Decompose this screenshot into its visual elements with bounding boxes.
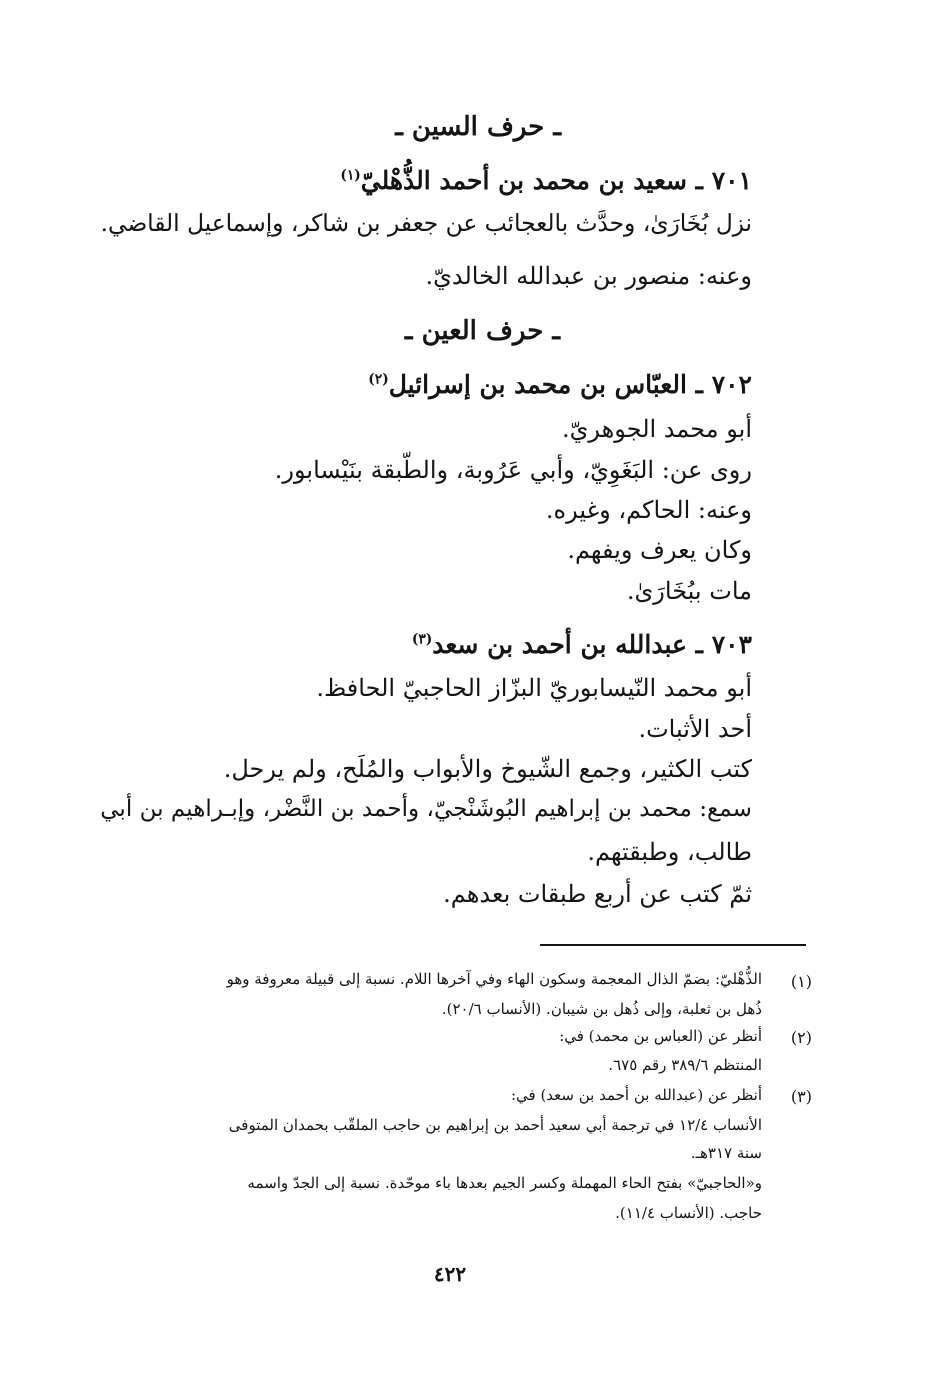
entry-line: سمع: محمد بن إبراهيم البُوشَنْجيّ، وأحمد بن النَّضْر، وإبـراهيم بن أبي (100, 796, 752, 822)
entry-line: مات ببُخَارَىٰ. (626, 577, 752, 605)
entry-line: ثمّ كتب عن أربع طبقات بعدهم. (443, 880, 752, 908)
footnote-number: (٢) (790, 1028, 812, 1047)
footnote-number: (٣) (790, 1087, 812, 1106)
footnote-ref: (٣) (411, 631, 433, 648)
entry-line: أبو محمد النّيسابوريّ البزّاز الحاجبيّ الحافظ. (316, 674, 752, 702)
entry-heading-text: ٧٠٣ ـ عبدالله بن أحمد بن سعد (432, 630, 752, 659)
entry-line: نزل بُخَارَىٰ، وحدَّث بالعجائب عن جعفر بن شاكر، وإسماعيل القاضي. (100, 210, 752, 237)
entry-heading-text: ٧٠٢ ـ العبّاس بن محمد بن إسرائيل (388, 370, 752, 399)
footnote-ref: (٢) (368, 371, 389, 388)
footnote-line: المنتظم ٣٨٩/٦ رقم ٦٧٥. (608, 1056, 762, 1074)
footnote-line: أنظر عن (عبدالله بن أحمد بن سعد) في: (510, 1086, 762, 1104)
entry-heading-text: ٧٠١ ـ سعيد بن محمد بن أحمد الذُّهْليّ (360, 166, 752, 195)
entry-line: وعنه: الحاكم، وغيره. (545, 496, 752, 524)
entry-line: أحد الأثبات. (638, 715, 752, 743)
footnote-line: و«الحاجبيّ» بفتح الحاء المهملة وكسر الجيم بعدها باء موحّدة. نسبة إلى الجدّ واسمه (247, 1174, 762, 1192)
footnote-line: ذُهل بن ثعلبة، وإلى ذُهل بن شيبان. (الأنساب ٢٠/٦). (441, 1000, 762, 1018)
entry-line: طالب، وطبقتهم. (587, 838, 752, 866)
entry-703-heading (412, 630, 752, 660)
entry-701-heading (340, 166, 752, 196)
footnote-line: الأنساب ١٢/٤ في ترجمة أبي سعيد أحمد بن إبراهيم بن حاجب الملقّب بحمدان المتوفى (228, 1116, 762, 1134)
footnote-number: (١) (790, 972, 812, 991)
entry-line: وعنه: منصور بن عبدالله الخالديّ. (425, 262, 752, 290)
footnote-divider (540, 944, 806, 946)
footnote-line: سنة ٣١٧هـ. (690, 1144, 762, 1162)
footnote-ref: (١) (340, 167, 361, 184)
entry-702-heading (368, 370, 752, 400)
footnote-line: أنظر عن (العباس بن محمد) في: (559, 1027, 762, 1045)
entry-line: روى عن: البَغَوِيّ، وأبي عَرُوبة، والطّبقة بنَيْسابور. (274, 456, 752, 484)
entry-line: وكان يعرف ويفهم. (567, 536, 752, 564)
entry-line: كتب الكثير، وجمع الشّيوخ والأبواب والمُلَح، ولم يرحل. (223, 755, 752, 783)
section-title-ayn: ـ حرف العين ـ (404, 316, 560, 346)
page-number: ٤٢٢ (433, 1262, 467, 1286)
footnote-line: حاجب. (الأنساب ١١/٤). (615, 1204, 762, 1222)
footnote-line: الذُّهْليّ: بضمّ الذال المعجمة وسكون الهاء وفي آخرها اللام. نسبة إلى قبيلة معروفة وهو (226, 970, 762, 988)
entry-line: أبو محمد الجوهريّ. (561, 415, 752, 443)
section-title-sin: ـ حرف السين ـ (395, 112, 561, 142)
